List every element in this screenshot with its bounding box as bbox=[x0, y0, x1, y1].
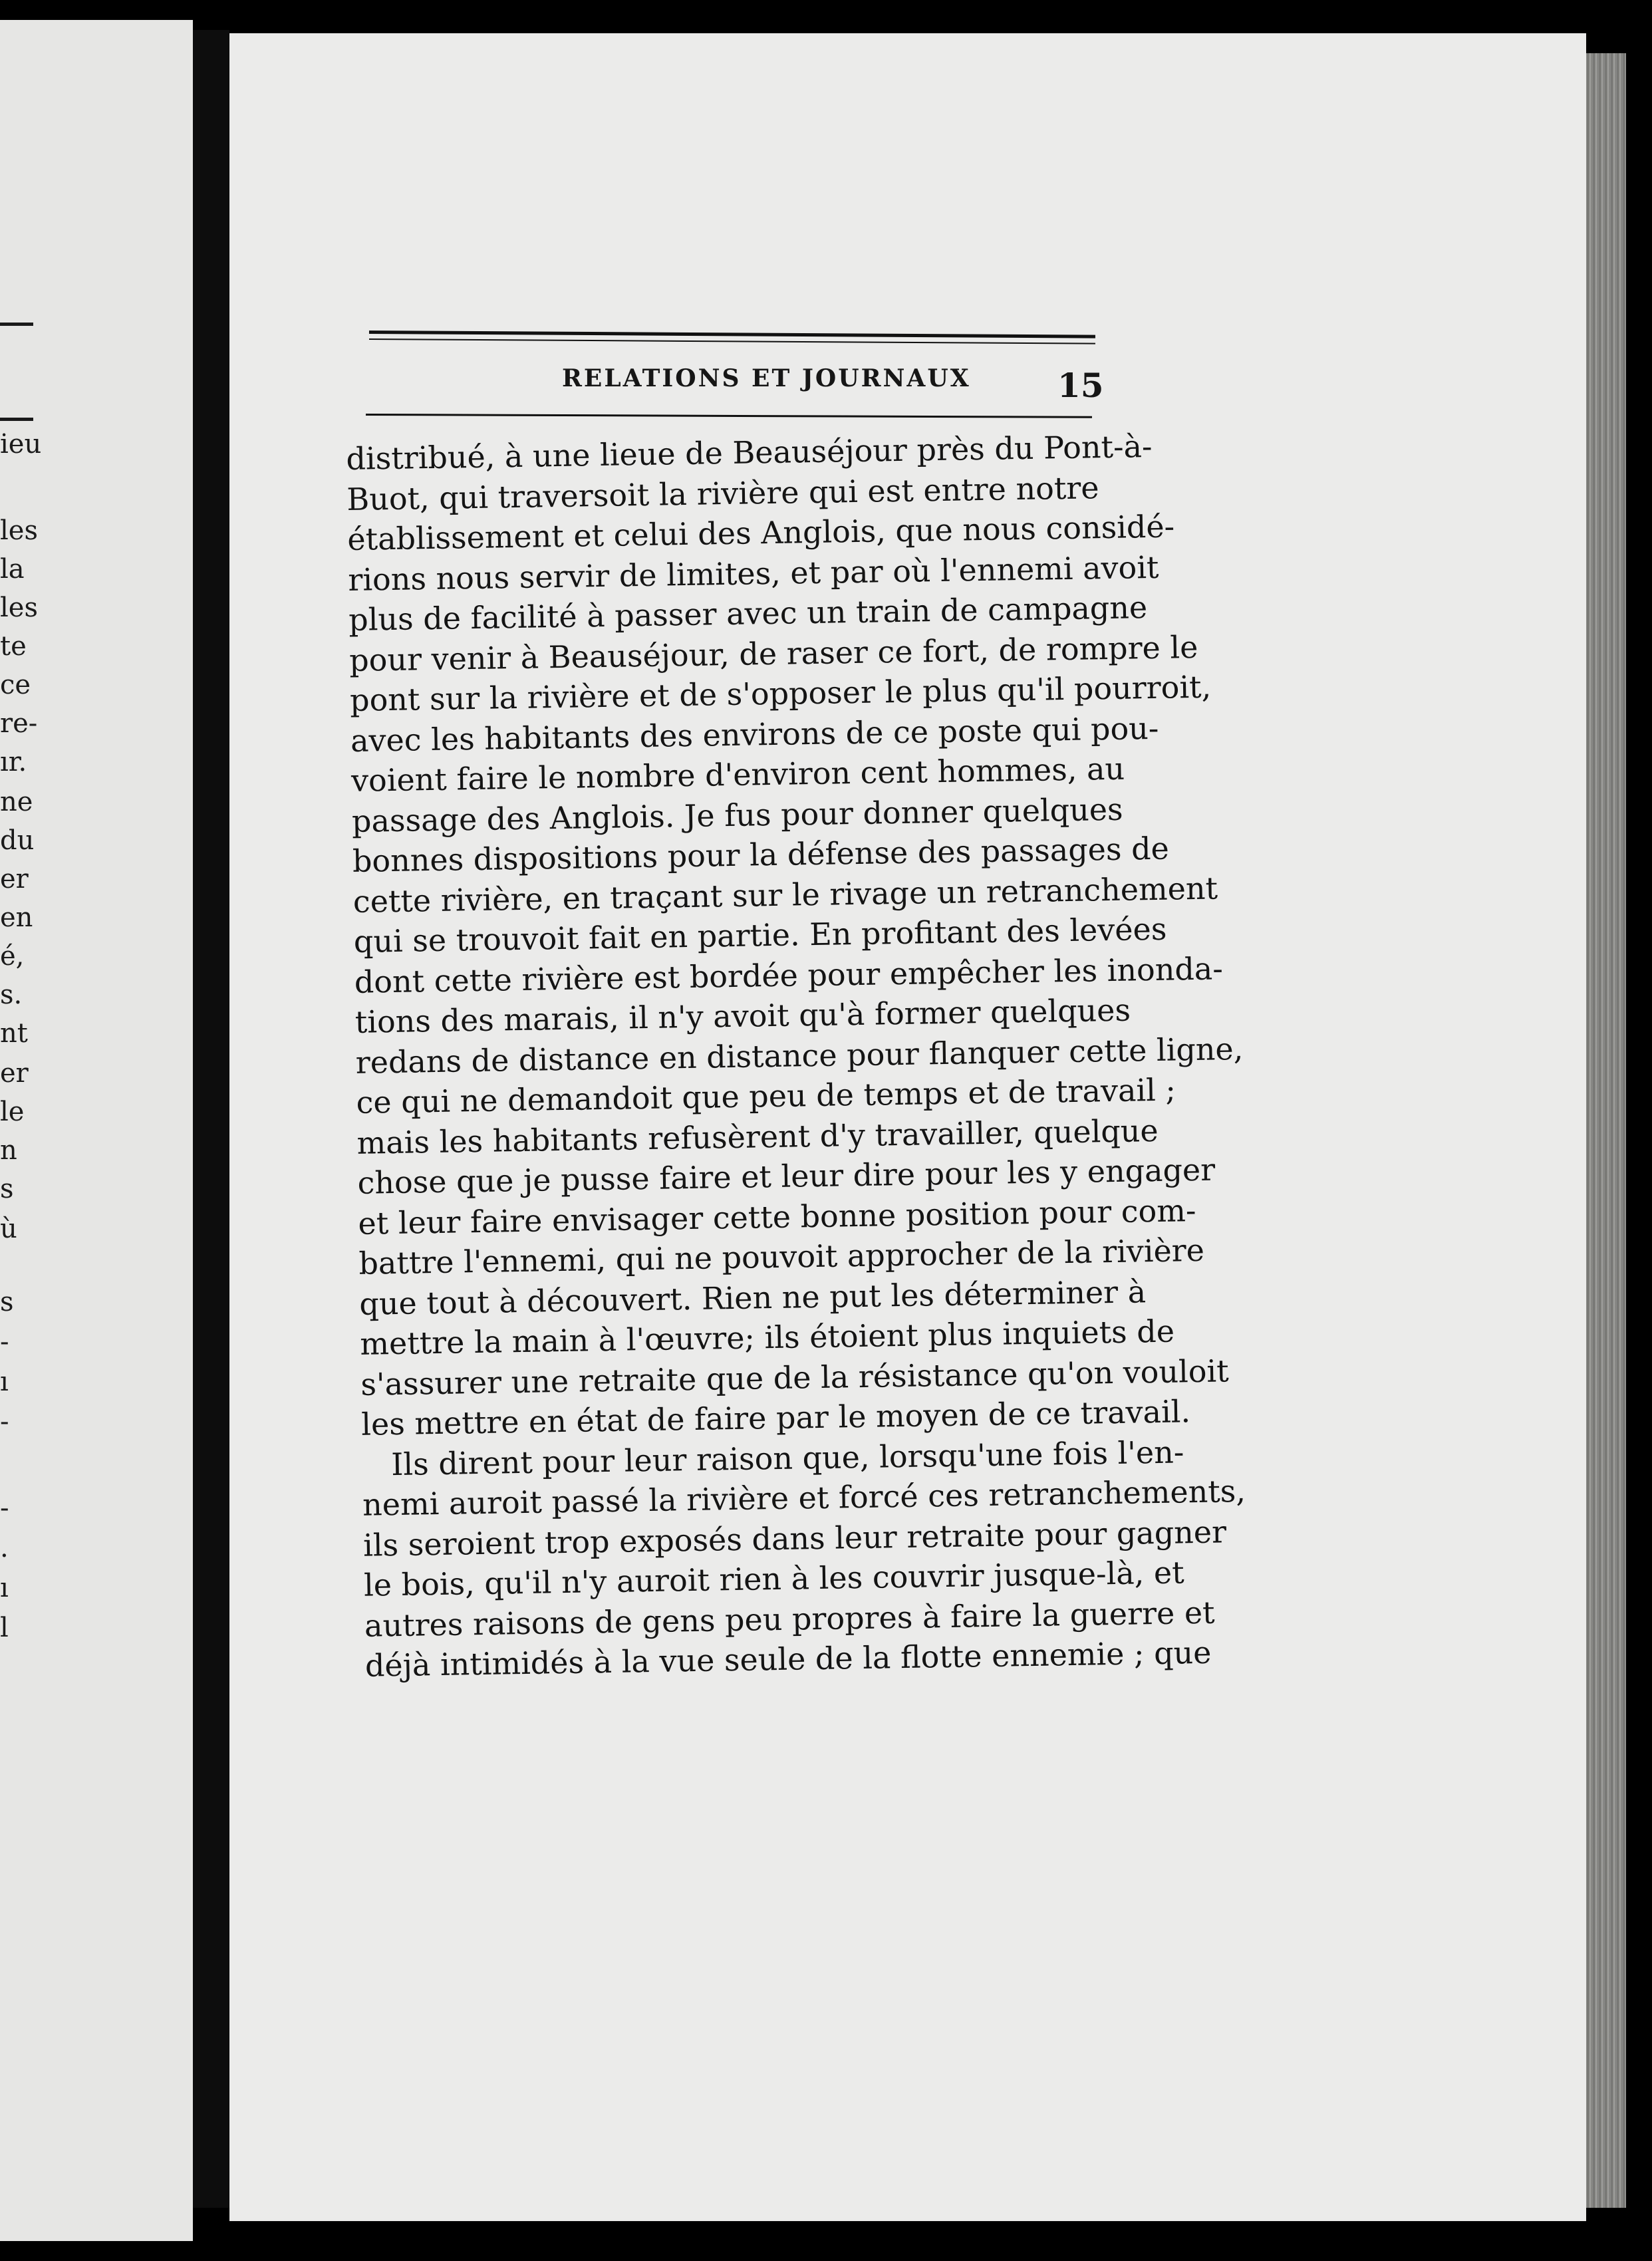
page-number: 15 bbox=[1057, 366, 1104, 405]
facing-page-fragment: ı bbox=[0, 1367, 9, 1397]
facing-page-rule bbox=[0, 418, 33, 421]
facing-page-fragment: s bbox=[0, 1174, 14, 1204]
facing-page-rule bbox=[0, 323, 33, 326]
text-line: battre l'ennemi, qui ne pouvoit approcher de la rivière bbox=[358, 1232, 1205, 1281]
facing-page-fragment: en bbox=[0, 902, 33, 933]
text-line: déjà intimidés à la vue seule de la flotte ennemie ; que bbox=[364, 1634, 1212, 1684]
facing-page-fragment: - bbox=[0, 1406, 9, 1437]
facing-page-fragment: er bbox=[0, 1058, 29, 1089]
facing-page-fragment: s bbox=[0, 1287, 14, 1317]
facing-page-fragment: é, bbox=[0, 941, 25, 972]
text-line: dont cette rivière est bordée pour empêcher les inonda- bbox=[354, 950, 1224, 1000]
text-line: passage des Anglois. Je fus pour donner quelques bbox=[351, 791, 1123, 839]
text-line: et leur faire envisager cette bonne position pour com- bbox=[358, 1192, 1196, 1242]
facing-page-fragment: . bbox=[0, 1533, 9, 1563]
text-line: bonnes dispositions pour la défense des passages de bbox=[352, 830, 1170, 879]
text-line: mettre la main à l'œuvre; ils étoient plus inquiets de bbox=[359, 1313, 1175, 1362]
text-line: ce qui ne demandoit que peu de temps et de travail ; bbox=[356, 1071, 1176, 1121]
book-gutter bbox=[193, 30, 229, 2208]
text-line: plus de facilité à passer avec un train de campagne bbox=[348, 589, 1148, 638]
text-line: Ils dirent pour leur raison que, lorsqu'une fois l'en- bbox=[390, 1433, 1184, 1482]
page-edge bbox=[1586, 53, 1626, 2208]
text-line: tions des marais, il n'y avoit qu'à former quelques bbox=[354, 992, 1131, 1040]
facing-page-fragment: te bbox=[0, 631, 27, 662]
text-line: pont sur la rivière et de s'opposer le plus qu'il pourroit, bbox=[349, 668, 1212, 718]
facing-page-fragment: le bbox=[0, 1097, 25, 1127]
facing-page-fragment: er bbox=[0, 864, 29, 894]
text-line: Buot, qui traversoit la rivière qui est entre notre bbox=[346, 469, 1099, 517]
text-line: mais les habitants refusèrent d'y travailler, quelque bbox=[356, 1112, 1159, 1161]
text-line: chose que je pusse faire et leur dire pour les y engager bbox=[357, 1151, 1216, 1201]
text-line: les mettre en état de faire par le moyen de ce travail. bbox=[360, 1393, 1191, 1442]
text-line: établissement et celui des Anglois, que nous considé- bbox=[346, 508, 1175, 557]
text-line: ils seroient trop exposés dans leur retraite pour gagner bbox=[362, 1513, 1227, 1563]
facing-page-fragment: l bbox=[0, 1613, 9, 1643]
facing-page bbox=[0, 20, 193, 2241]
facing-page-fragment: ı bbox=[0, 1573, 9, 1603]
body-text bbox=[346, 427, 1246, 1686]
text-line: s'assurer une retraite que de la résistance qu'on vouloit bbox=[360, 1352, 1230, 1402]
facing-page-fragment: re- bbox=[0, 708, 38, 739]
running-title: RELATIONS ET JOURNAUX bbox=[562, 364, 971, 392]
facing-page-fragment: n bbox=[0, 1135, 17, 1166]
facing-page-fragment: ır. bbox=[0, 747, 27, 777]
facing-page-fragment: s. bbox=[0, 980, 23, 1010]
text-line: nemi auroit passé la rivière et forcé ces retranchements, bbox=[362, 1472, 1246, 1523]
facing-page-fragment: la bbox=[0, 554, 25, 585]
facing-page-fragment: les bbox=[0, 593, 38, 623]
text-line: cette rivière, en traçant sur le rivage un retranchement bbox=[352, 869, 1218, 920]
facing-page-fragment: les bbox=[0, 515, 38, 546]
facing-page-fragment: nt bbox=[0, 1018, 28, 1049]
text-line: rions nous servir de limites, et par où l'ennemi avoit bbox=[347, 549, 1159, 598]
text-line: que tout à découvert. Rien ne put les déterminer à bbox=[359, 1273, 1147, 1322]
text-line: autres raisons de gens peu propres à faire la guerre et bbox=[364, 1594, 1215, 1644]
facing-page-fragment: - bbox=[0, 1327, 9, 1357]
facing-page-fragment: - bbox=[0, 1493, 9, 1524]
text-line: voient faire le nombre d'environ cent hommes, au bbox=[350, 750, 1125, 799]
text-line: le bois, qu'il n'y auroit rien à les couvrir jusque-là, et bbox=[363, 1554, 1185, 1603]
facing-page-fragment: du bbox=[0, 825, 35, 856]
text-line: pour venir à Beauséjour, de raser ce fort, de rompre le bbox=[348, 628, 1198, 678]
facing-page-fragment: ne bbox=[0, 787, 33, 817]
text-line: avec les habitants des environs de ce poste qui pou- bbox=[350, 710, 1159, 759]
facing-page-fragment: ieu bbox=[0, 429, 42, 460]
text-line: distribué, à une lieue de Beauséjour près du Pont-à- bbox=[346, 428, 1153, 477]
facing-page-fragment: ù bbox=[0, 1214, 17, 1244]
facing-page-fragment: ce bbox=[0, 670, 31, 700]
text-line: redans de distance en distance pour flanquer cette ligne, bbox=[355, 1030, 1244, 1081]
text-line: qui se trouvoit fait en partie. En profitant des levées bbox=[353, 910, 1167, 960]
